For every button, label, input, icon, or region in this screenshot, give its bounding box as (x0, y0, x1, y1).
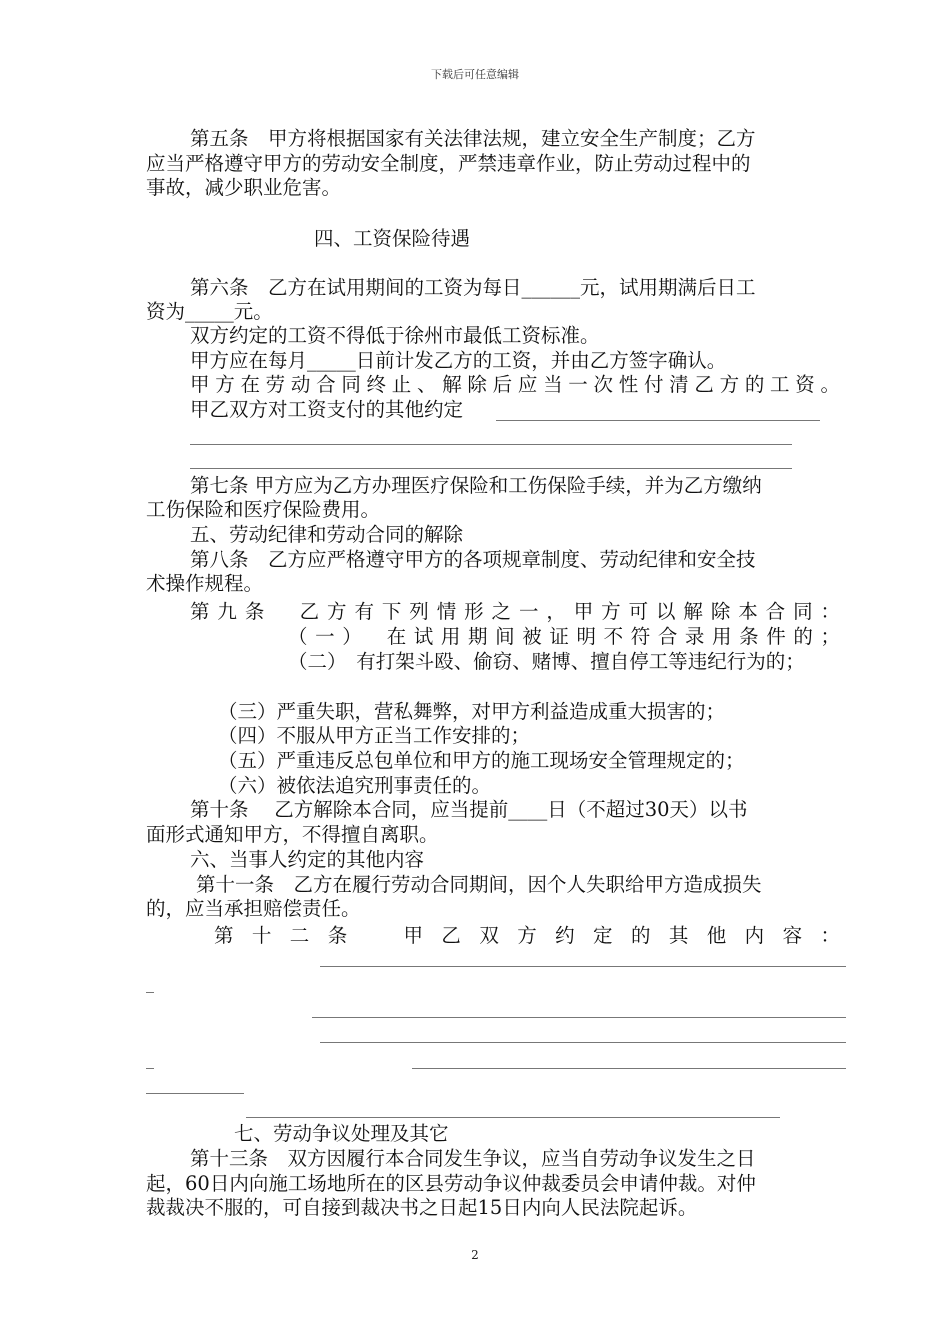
final-pay-line: 甲方在劳动合同终止、解除后应当一次性付清乙方的工资。 (190, 373, 840, 396)
blank-line (412, 1068, 846, 1069)
article-12-line: 第十二条 甲乙双方约定的其他内容： (214, 924, 840, 947)
article-6-line-1: 第六条 乙方在试用期间的工资为每日______元，试用期满后日工 (190, 276, 756, 299)
article-5-line-2: 应当严格遵守甲方的劳动安全制度，严禁违章作业，防止劳动过程中的 (146, 152, 751, 175)
article-8-line-1: 第八条 乙方应严格遵守甲方的各项规章制度、劳动纪律和安全技 (190, 548, 756, 571)
article-9-item-3: （三）严重失职，营私舞弊，对甲方利益造成重大损害的； (218, 700, 726, 723)
wage-standard-line: 双方约定的工资不得低于徐州市最低工资标准。 (190, 324, 600, 347)
article-5-line-3: 事故，减少职业危害。 (146, 176, 342, 199)
blank-line (320, 1042, 846, 1043)
blank-line (146, 1068, 154, 1069)
article-9-item-6: （六）被依法追究刑事责任的。 (218, 774, 492, 797)
blank-line (190, 444, 792, 445)
article-13-line-3: 裁裁决不服的，可自接到裁决书之日起15日内向人民法院起诉。 (146, 1196, 698, 1219)
section-heading-7: 七、劳动争议处理及其它 (234, 1122, 449, 1145)
section-heading-6: 六、当事人约定的其他内容 (190, 848, 425, 871)
article-10-line-1: 第十条 乙方解除本合同，应当提前____日（不超过30天）以书 (190, 798, 748, 821)
article-7-line-1: 第七条 甲方应为乙方办理医疗保险和工伤保险手续，并为乙方缴纳 (190, 474, 762, 497)
article-11-line-2: 的，应当承担赔偿责任。 (146, 897, 361, 920)
article-9-item-2: （二） 有打架斗殴、偷窃、赌博、擅自停工等违纪行为的； (288, 650, 805, 673)
section-heading-5: 五、劳动纪律和劳动合同的解除 (190, 523, 464, 546)
article-8-line-2: 术操作规程。 (146, 572, 264, 595)
blank-line (496, 420, 820, 421)
article-9-item-5: （五）严重违反总包单位和甲方的施工现场安全管理规定的； (218, 749, 745, 772)
blank-line (146, 1093, 244, 1094)
article-13-line-1: 第十三条 双方因履行本合同发生争议，应当自劳动争议发生之日 (190, 1147, 756, 1170)
article-5-line-1: 第五条 甲方将根据国家有关法律法规，建立安全生产制度；乙方 (190, 127, 756, 150)
blank-line (320, 966, 846, 967)
article-6-line-2: 资为_____元。 (146, 300, 273, 323)
article-9-intro: 第九条 乙方有下列情形之一，甲方可以解除本合同： (190, 600, 840, 623)
article-9-item-4: （四）不服从甲方正当工作安排的； (218, 724, 531, 747)
page-number: 2 (471, 1248, 479, 1262)
article-13-line-2: 起，60日内向施工场地所在的区县劳动争议仲裁委员会申请仲裁。对仲 (146, 1172, 756, 1195)
article-7-line-2: 工伤保险和医疗保险费用。 (146, 498, 381, 521)
pay-date-line: 甲方应在每月_____日前计发乙方的工资，并由乙方签字确认。 (190, 349, 727, 372)
blank-line (146, 992, 154, 993)
blank-line (312, 1017, 846, 1018)
page-header: 下载后可任意编辑 (431, 68, 519, 81)
article-9-item-1: （一） 在试用期间被证明不符合录用条件的； (288, 625, 840, 648)
other-wage-terms-line: 甲乙双方对工资支付的其他约定 (190, 398, 464, 421)
section-heading-4: 四、工资保险待遇 (314, 227, 471, 250)
article-11-line-1: 第十一条 乙方在履行劳动合同期间，因个人失职给甲方造成损失 (196, 873, 762, 896)
blank-line (190, 468, 792, 469)
article-10-line-2: 面形式通知甲方，不得擅自离职。 (146, 823, 439, 846)
blank-line (246, 1117, 780, 1118)
